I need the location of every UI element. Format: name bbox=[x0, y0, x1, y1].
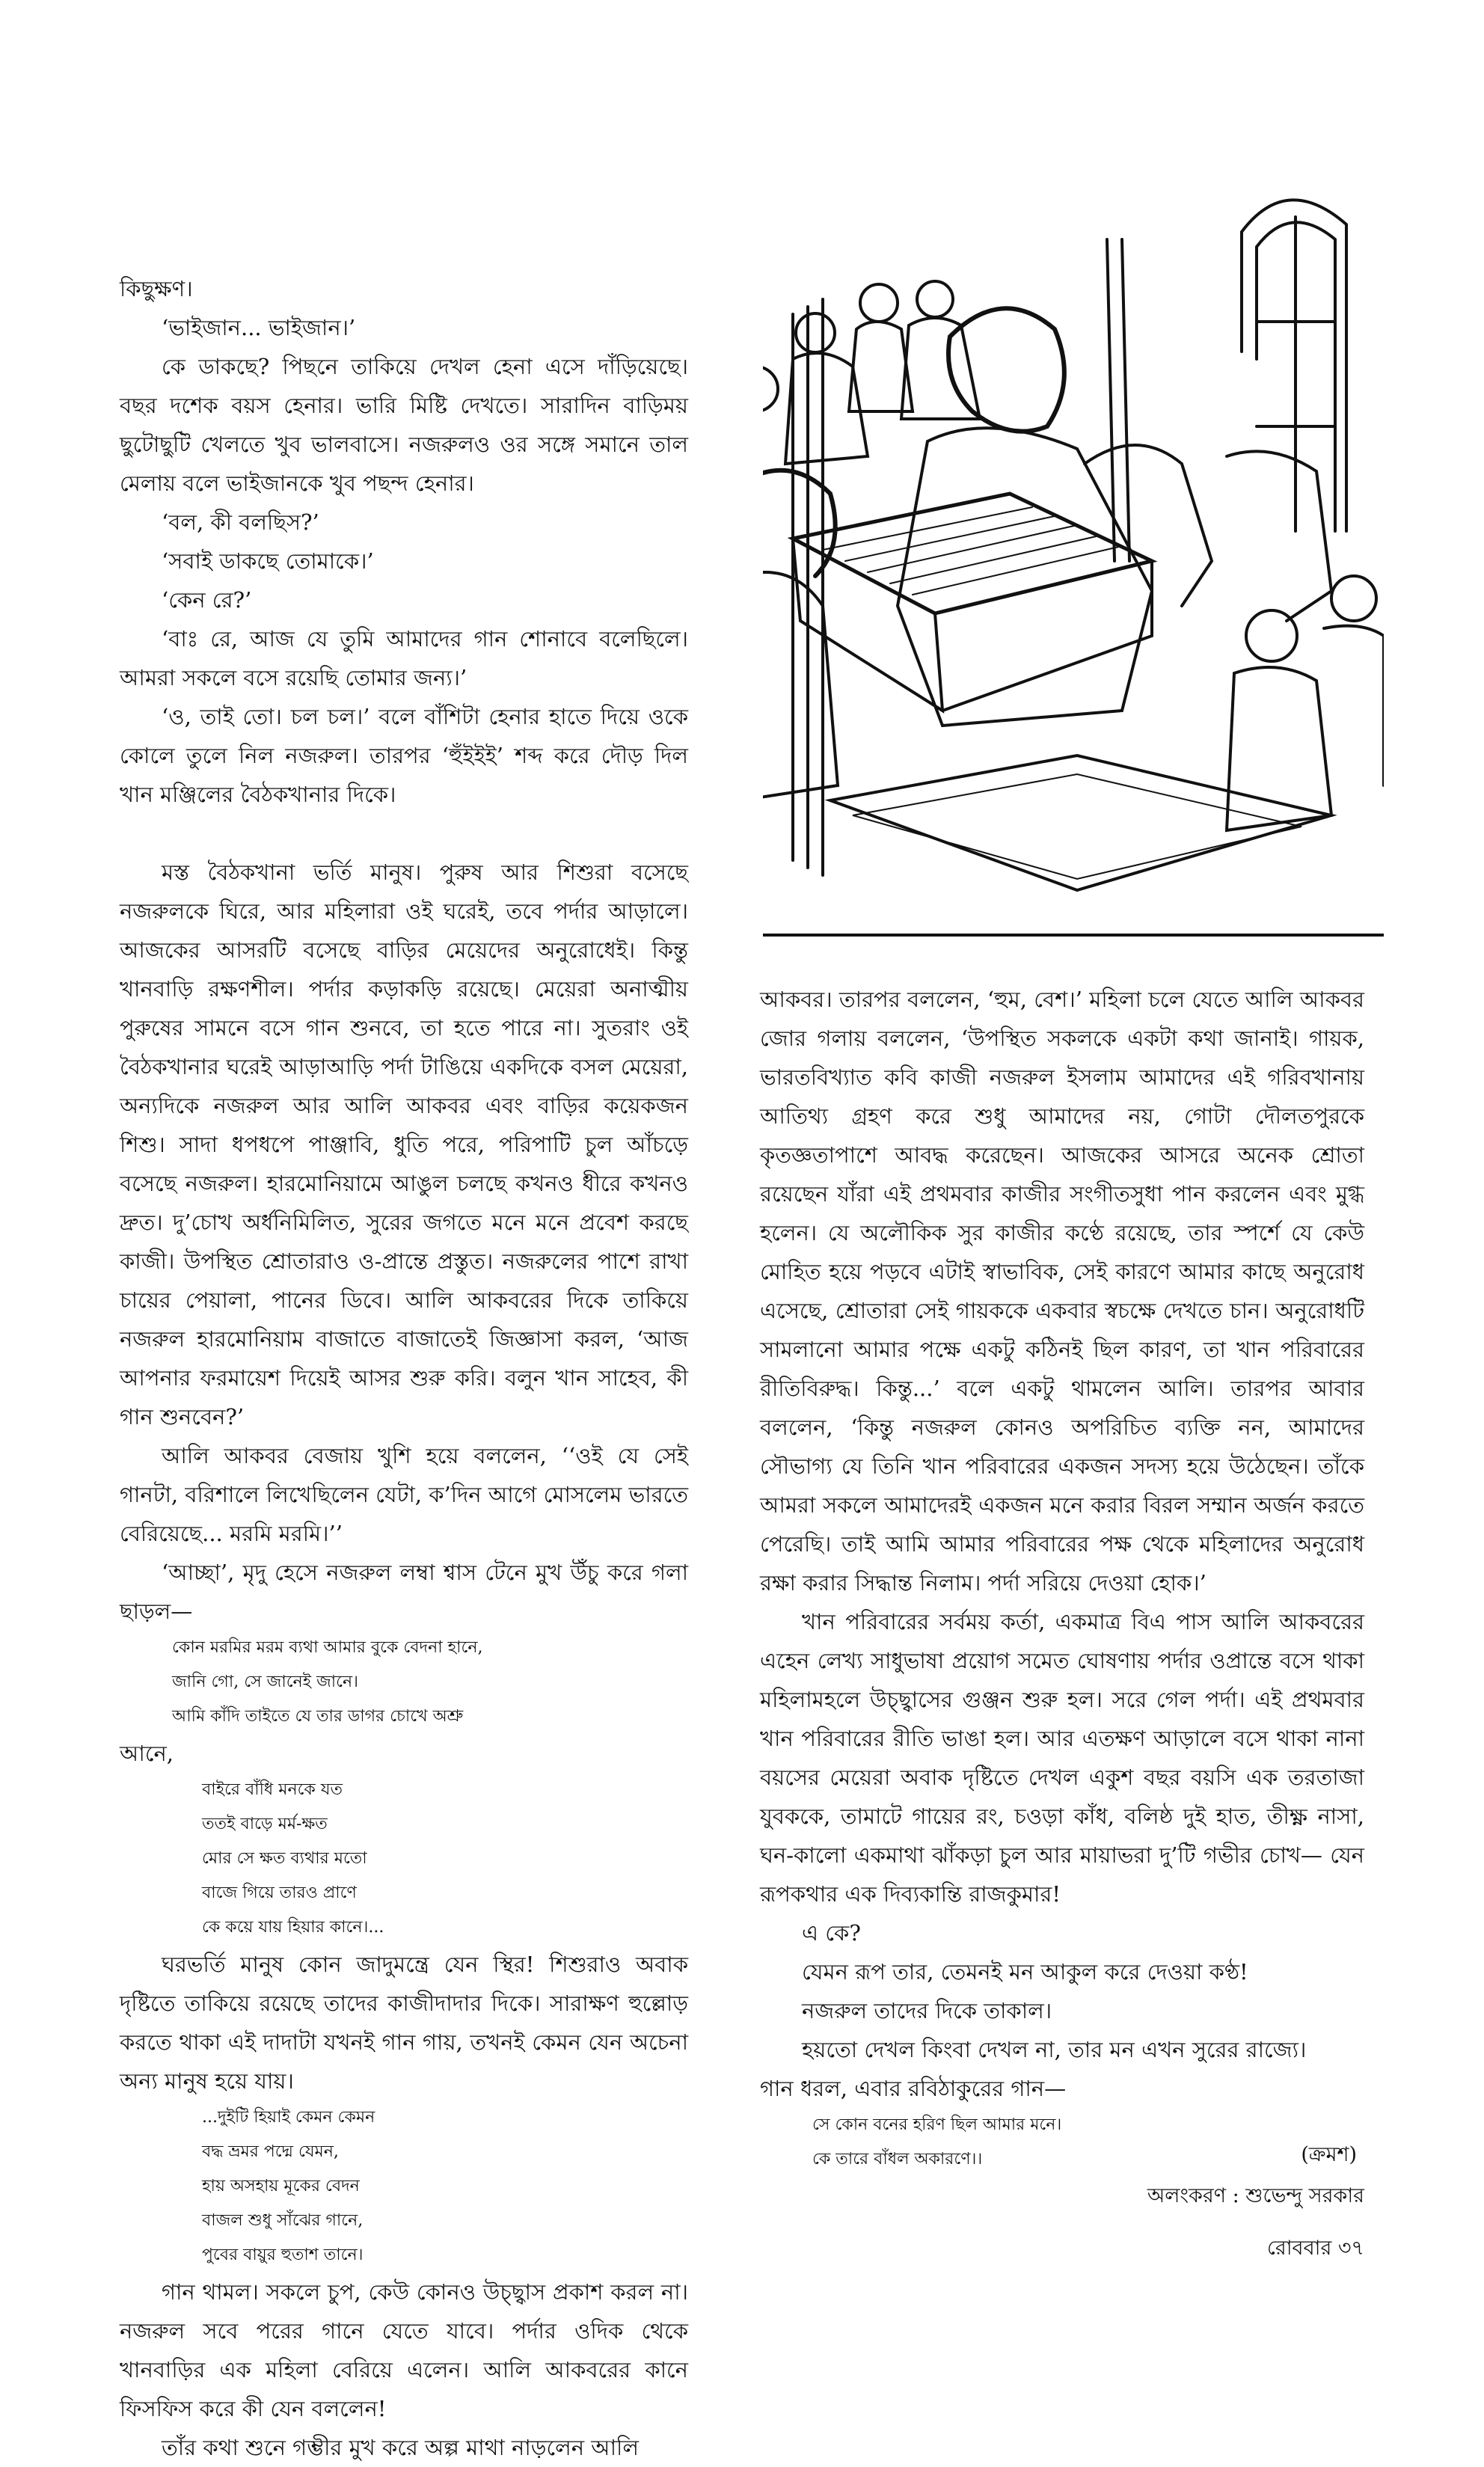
verse-line: বাজল শুধু সাঁঝের গানে, bbox=[202, 2211, 364, 2230]
verse-line: সে কোন বনের হরিণ ছিল আমার মনে। bbox=[812, 2115, 1062, 2134]
verse-continuation: আনে, bbox=[120, 1741, 174, 1766]
song-verse-1 bbox=[120, 1631, 688, 1734]
verse-line: কে তারে বাঁধল অকারণে।। bbox=[812, 2150, 983, 2169]
song-verse-2 bbox=[120, 1773, 688, 1945]
page-number: রোববার ৩৭ bbox=[1266, 2237, 1364, 2260]
to-be-continued: (ক্রমশ) bbox=[1301, 2143, 1357, 2166]
verse-line: জানি গো, সে জানেই জানে। bbox=[172, 1673, 359, 1691]
paragraph: ঘরভর্তি মানুষ কোন জাদুমন্ত্রে যেন স্থির! শিশুরাও অবাক দৃষ্টিতে তাকিয়ে রয়েছে তাদের কাজীদাদার দিকে। সারাক্ষণ হুল্লোড় করতে থাকা এই দাদাটা যখনই গান গায়, তখনই কেমন যেন অচেনা অন্য মানুষ হয়ে যায়। bbox=[120, 1952, 688, 2094]
dialogue: ‘বাঃ রে, আজ যে তুমি আমাদের গান শোনাবে বলেছিলে। আমরা সকলে বসে রয়েছি তোমার জন্য।’ bbox=[120, 626, 688, 690]
singer-head bbox=[948, 308, 1064, 431]
verse-line: বাইরে বাঁধি মনকে যত bbox=[202, 1780, 343, 1799]
song-verse-4 bbox=[760, 2108, 1364, 2177]
listener-head bbox=[763, 471, 835, 576]
paragraph: হয়তো দেখল কিংবা দেখল না, তার মন এখন সুরের রাজ্যে। bbox=[802, 2037, 1307, 2062]
paragraph: আকবর। তারপর বললেন, ‘হুম, বেশ।’ মহিলা চলে যেতে আলি আকবর জোর গলায় বললেন, ‘উপস্থিত সকলকে একটা কথা জানাই। গায়ক, ভারতবিখ্যাত কবি কাজী নজরুল ইসলাম আমাদের এই গরিবখানায় আতিথ্য গ্রহণ করে শুধু আমাদের নয়, গোটা দৌলতপুরকে কৃতজ্ঞতাপাশে আবদ্ধ করেছেন। আজকের আসরে অনেক শ্রোতা রয়েছেন যাঁরা এই প্রথমবার কাজীর সংগীতসুধা পান করলেন এবং মুগ্ধ হলেন। যে অলৌকিক সুর কাজীর কণ্ঠে রয়েছে, তার স্পর্শে যে কেউ মোহিত হয়ে পড়বে এটাই স্বাভাবিক, সেই কারণে আমার কাছে অনুরোধ এসেছে, শ্রোতারা সেই গায়ককে একবার স্বচক্ষে দেখতে চান। অনুরোধটি সামলানো আমার পক্ষে একটু কঠিনই ছিল কারণ, তা খান পরিবারের রীতিবিরুদ্ধ। কিন্তু...’ বলে একটু থামলেন আলি। তারপর আবার বললেন, ‘কিন্তু নজরুল কোনও অপরিচিত ব্যক্তি নন, আমাদের সৌভাগ্য যে তিনি খান পরিবারের একজন সদস্য হয়ে উঠেছেন। তাঁকে আমরা সকলে আমাদেরই একজন মনে করার বিরল সম্মান অর্জন করতে পেরেছি। তাই আমি আমার পরিবারের পক্ষ থেকে মহিলাদের অনুরোধ রক্ষা করার সিদ্ধান্ত নিলাম। পর্দা সরিয়ে দেওয়া হোক।’ bbox=[760, 987, 1364, 1596]
verse-line: হায় অসহায় মূকের বেদন bbox=[202, 2177, 360, 2195]
dialogue: ‘ভাইজান... ভাইজান।’ bbox=[162, 315, 356, 340]
paragraph: যেমন রূপ তার, তেমনই মন আকুল করে দেওয়া কণ্ঠ! bbox=[802, 1959, 1248, 1985]
song-verse-3 bbox=[120, 2100, 688, 2273]
verse-line: ততই বাড়ে মর্ম-ক্ষত bbox=[202, 1815, 328, 1833]
verse-line: আমি কাঁদি তাইতে যে তার ডাগর চোখে অশ্রু bbox=[172, 1707, 464, 1726]
paragraph: ‘আচ্ছা’, মৃদু হেসে নজরুল লম্বা শ্বাস টেনে মুখ উঁচু করে গলা ছাড়ল— bbox=[120, 1560, 688, 1624]
illustration-credit: অলংকরণ : শুভেন্দু সরকার bbox=[1147, 2184, 1364, 2207]
paragraph: গান ধরল, এবার রবিঠাকুরের গান— bbox=[760, 2076, 1067, 2101]
paragraph: তাঁর কথা শুনে গম্ভীর মুখ করে অল্প মাথা নাড়লেন আলি bbox=[162, 2435, 639, 2460]
paragraph: ‘ও, তাই তো। চল চল।’ বলে বাঁশিটা হেনার হাতে দিয়ে ওকে কোলে তুলে নিল নজরুল। তারপর ‘হুঁইইই’ শব্দ করে দৌড় দিল খান মঞ্জিলের বৈঠকখানার দিকে। bbox=[120, 704, 688, 807]
paragraph: কে ডাকছে? পিছনে তাকিয়ে দেখল হেনা এসে দাঁড়িয়েছে। বছর দশেক বয়স হেনার। ভারি মিষ্টি দেখতে। সারাদিন বাড়িময় ছুটোছুটি খেলতে খুব ভালবাসে। নজরুলও ওর সঙ্গে সমানে তাল মেলায় বলে ভাইজানকে খুব পছন্দ হেনার। bbox=[120, 354, 688, 496]
dialogue: ‘সবাই ডাকছে তোমাকে।’ bbox=[162, 548, 374, 574]
woman-head-1 bbox=[860, 284, 898, 322]
harmonium bbox=[793, 494, 1152, 613]
verse-line: পুবের বায়ুর হুতাশ তানে। bbox=[202, 2246, 364, 2264]
verse-line: বাজে গিয়ে তারও প্রাণে bbox=[202, 1884, 357, 1902]
verse-line: মোর সে ক্ষত ব্যথার মতো bbox=[202, 1849, 367, 1868]
right-column bbox=[760, 980, 1364, 2177]
dialogue: এ কে? bbox=[802, 1920, 861, 1946]
child-head-1 bbox=[1246, 610, 1297, 661]
verse-line: বদ্ধ ভ্রমর পদ্মে যেমন, bbox=[202, 2142, 339, 2161]
paragraph: কিছুক্ষণ। bbox=[120, 276, 193, 301]
paragraph: মস্ত বৈঠকখানা ভর্তি মানুষ। পুরুষ আর শিশুরা বসেছে নজরুলকে ঘিরে, আর মহিলারা ওই ঘরেই, তবে পর্দার আড়ালে। আজকের আসরটি বসেছে বাড়ির মেয়েদের অনুরোধেই। কিন্তু খানবাড়ি রক্ষণশীল। পর্দার কড়াকড়ি রয়েছে। মেয়েরা অনাত্মীয় পুরুষের সামনে বসে গান শুনবে, তা হতে পারে না। সুতরাং ওই বৈঠকখানার ঘরেই আড়াআড়ি পর্দা টাঙিয়ে একদিকে বসল মেয়েরা, অন্যদিকে নজরুল আর আলি আকবর এবং বাড়ির কয়েকজন শিশু। সাদা ধপধপে পাঞ্জাবি, ধুতি পরে, পরিপাটি চুল আঁচড়ে বসেছে নজরুল। হারমোনিয়ামে আঙুল চলছে কখনও ধীরে কখনও দ্রুত। দু’চোখ অর্ধনিমিলিত, সুরের জগতে মনে মনে প্রবেশ করছে কাজী। উপস্থিত শ্রোতারাও ও-প্রান্তে প্রস্তুত। নজরুলের পাশে রাখা চায়ের পেয়ালা, পানের ডিবে। আলি আকবরের দিকে তাকিয়ে নজরুল হারমোনিয়াম বাজাতে বাজাতেই জিজ্ঞাসা করল, ‘আজ আপনার ফরমায়েশ দিয়েই আসর শুরু করি। বলুন খান সাহেব, কী গান শুনবেন?’ bbox=[120, 859, 688, 1429]
dialogue: ‘বল, কী বলছিস?’ bbox=[162, 509, 319, 535]
story-illustration bbox=[763, 142, 1384, 957]
paragraph: গান থামল। সকলে চুপ, কেউ কোনও উচ্ছ্বাস প্রকাশ করল না। নজরুল সবে পরের গানে যেতে যাবে। পর্দার ওদিক থেকে খানবাড়ির এক মহিলা বেরিয়ে এলেন। আলি আকবরের কানে ফিসফিস করে কী যেন বললেন! bbox=[120, 2279, 688, 2421]
verse-line: ...দুইটি হিয়াই কেমন কেমন bbox=[202, 2108, 375, 2127]
paragraph: নজরুল তাদের দিকে তাকাল। bbox=[802, 1998, 1052, 2023]
woman-head-2 bbox=[917, 281, 953, 317]
verse-line: কে কয়ে যায় হিয়ার কানে।... bbox=[202, 1918, 384, 1937]
child-head-2 bbox=[1331, 576, 1376, 621]
man-head-1 bbox=[796, 313, 835, 352]
verse-line: কোন মরমির মরম ব্যথা আমার বুকে বেদনা হানে, bbox=[172, 1638, 483, 1657]
dialogue: ‘কেন রে?’ bbox=[162, 587, 252, 613]
paragraph: খান পরিবারের সর্বময় কর্তা, একমাত্র বিএ পাস আলি আকবরের এহেন লেখ্য সাধুভাষা প্রয়োগ সমেত ঘোষণায় পর্দার ওপ্রান্তে বসে থাকা মহিলামহলে উচ্ছ্বাসের গুঞ্জন শুরু হল। সরে গেল পর্দা। এই প্রথমবার খান পরিবারের রীতি ভাঙা হল। আর এতক্ষণ আড়ালে বসে থাকা নানা বয়সের মেয়েরা অবাক দৃষ্টিতে দেখল একুশ বছর বয়সি এক তরতাজা যুবককে, তামাটে গায়ের রং, চওড়া কাঁধ, বলিষ্ঠ দুই হাত, তীক্ষ্ণ নাসা, ঘন-কালো একমাথা ঝাঁকড়া চুল আর মায়াভরা দু’টি গভীর চোখ— যেন রূপকথার এক দিব্যকান্তি রাজকুমার! bbox=[760, 1609, 1364, 1907]
section-break bbox=[120, 814, 688, 853]
left-column bbox=[120, 269, 688, 2467]
paragraph: আলি আকবর বেজায় খুশি হয়ে বললেন, ‘‘ওই যে সেই গানটা, বরিশালে লিখেছিলেন যেটা, ক’দিন আগে মোসলেম ভারতে বেরিয়েছে... মরমি মরমি।’’ bbox=[120, 1443, 688, 1546]
